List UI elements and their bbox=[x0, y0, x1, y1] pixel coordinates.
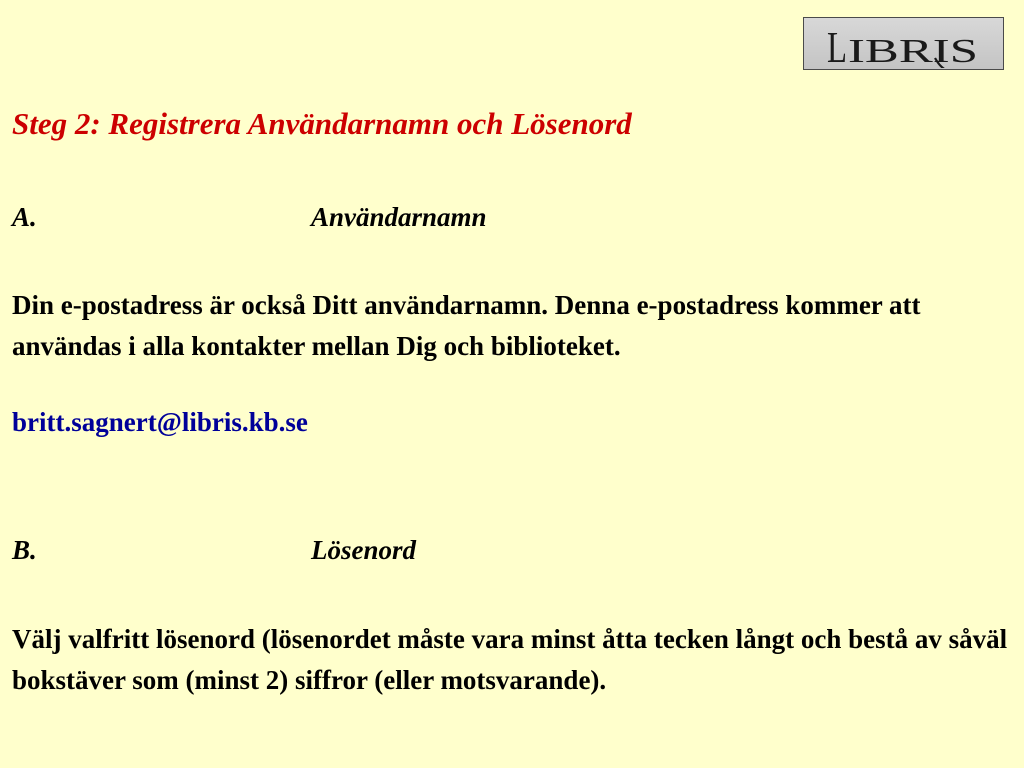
svg-text:IBRIS: IBRIS bbox=[848, 33, 978, 68]
section-b-letter: B. bbox=[12, 535, 37, 565]
section-a-heading: Användarnamn bbox=[311, 202, 487, 232]
email-address: britt.sagnert@libris.kb.se bbox=[12, 407, 308, 437]
section-a-header bbox=[12, 202, 612, 242]
section-a-letter: A. bbox=[12, 202, 37, 232]
svg-text:L: L bbox=[827, 23, 847, 68]
step-title: Steg 2: Registrera Användarnamn och Lösenord bbox=[12, 106, 632, 141]
section-b-heading: Lösenord bbox=[311, 535, 417, 565]
section-b-header bbox=[12, 535, 612, 575]
password-description: Välj valfritt lösenord (lösenordet måste vara minst åtta tecken långt och bestå av såväl bokstäver som (minst 2) siffror (eller motsvarande). bbox=[12, 624, 1008, 695]
username-description: Din e-postadress är också Ditt användarnamn. Denna e-postadress kommer att användas i alla kontakter mellan Dig och biblioteket. bbox=[12, 290, 921, 361]
libris-logo bbox=[803, 17, 1004, 70]
